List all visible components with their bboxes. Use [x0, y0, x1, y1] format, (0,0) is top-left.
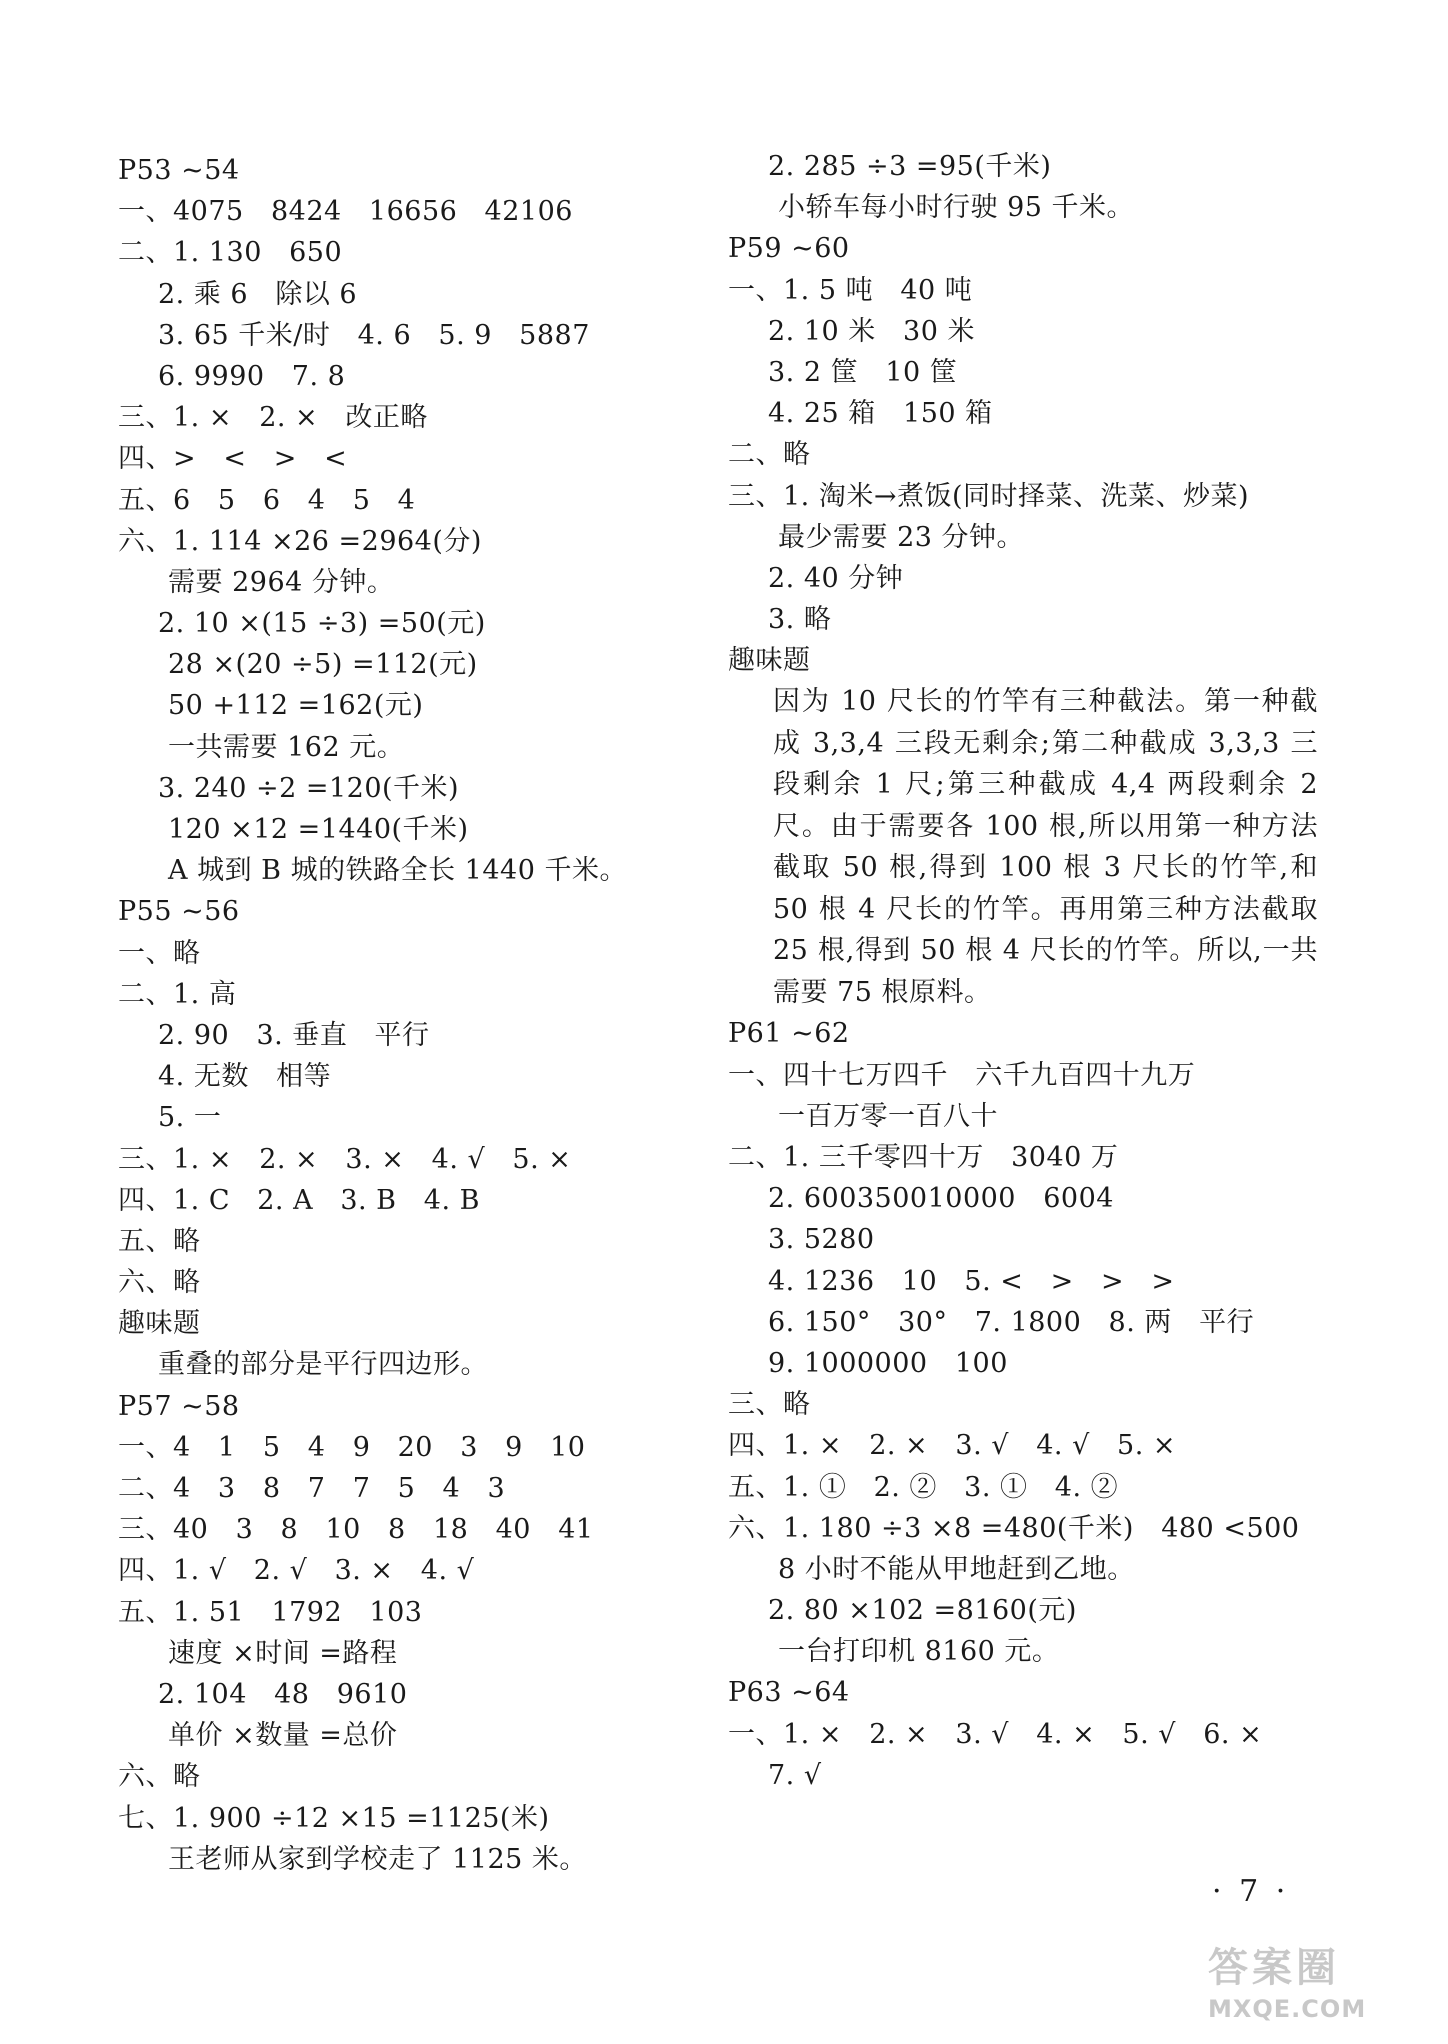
answer-line: 趣味题 — [118, 1308, 201, 1340]
answer-line: 五、1. ① 2. ② 3. ① 4. ② — [728, 1471, 1119, 1503]
answer-line: 9. 1000000 100 — [768, 1347, 1008, 1379]
left-column — [118, 150, 718, 1880]
answer-line: 2. 104 48 9610 — [158, 1678, 408, 1710]
answer-line: A 城到 B 城的铁路全长 1440 千米。 — [168, 855, 627, 887]
answer-line: 2. 600350010000 6004 — [768, 1183, 1114, 1215]
answer-line: 速度 ×时间 =路程 — [168, 1637, 398, 1669]
answer-line: P53 ~54 — [118, 155, 240, 186]
answer-line: 50 +112 =162(元) — [168, 690, 424, 722]
answer-line: 四、1. C 2. A 3. B 4. B — [118, 1184, 480, 1216]
answer-line: P61 ~62 — [728, 1018, 850, 1050]
answer-line: 趣味题 — [728, 645, 811, 677]
answer-line: 小轿车每小时行驶 95 千米。 — [778, 192, 1135, 224]
answer-line: 120 ×12 =1440(千米) — [168, 814, 469, 845]
answer-line: 二、1. 高 — [118, 978, 237, 1010]
answer-line: 6. 150° 30° 7. 1800 8. 两 平行 — [768, 1306, 1255, 1338]
answer-line: 2. 285 ÷3 =95(千米) — [768, 151, 1052, 182]
answer-line: P57 ~58 — [118, 1390, 240, 1422]
answer-line: 2. 10 ×(15 ÷3) =50(元) — [158, 608, 486, 640]
answer-line: 3. 65 千米/时 4. 6 5. 9 5887 — [158, 319, 590, 351]
answer-line: 二、略 — [728, 439, 811, 471]
answer-line: 三、1. 淘米→煮饭(同时择菜、洗菜、炒菜) — [728, 480, 1250, 512]
answer-line: 3. 240 ÷2 =120(千米) — [158, 772, 460, 804]
watermark-logo — [1208, 1942, 1428, 2034]
answer-line: 2. 90 3. 垂直 平行 — [158, 1019, 430, 1051]
answer-line: 5. 一 — [158, 1102, 222, 1134]
answer-line: 六、略 — [118, 1761, 201, 1793]
watermark-logo-text: 答案圈 — [1208, 1945, 1340, 1991]
watermark-domain: MXQE.COM — [1208, 1995, 1367, 2023]
answer-line: 二、1. 三千零四十万 3040 万 — [728, 1142, 1119, 1173]
answer-line: 三、1. × 2. × 3. × 4. √ 5. × — [118, 1143, 572, 1175]
answer-line: 一、4 1 5 4 9 20 3 9 10 — [118, 1431, 586, 1463]
page-number: · 7 · — [1212, 1874, 1290, 1909]
answer-line: 一百万零一百八十 — [778, 1100, 998, 1132]
answer-line: 一、1. × 2. × 3. √ 4. × 5. √ 6. × — [728, 1718, 1263, 1750]
answer-line: 五、6 5 6 4 5 4 — [118, 484, 416, 516]
answer-line: 需要 2964 分钟。 — [168, 566, 395, 598]
answer-line: 五、略 — [118, 1225, 201, 1257]
right-bottom-block — [728, 1013, 1328, 1796]
answer-line: 王老师从家到学校走了 1125 米。 — [168, 1843, 587, 1875]
answer-line: 3. 5280 — [768, 1224, 875, 1256]
answer-line: 四、> < > < — [118, 443, 348, 475]
answer-line: 4. 1236 10 5. < > > > — [768, 1265, 1175, 1297]
answer-line: P59 ~60 — [728, 233, 850, 265]
answer-line: 最少需要 23 分钟。 — [778, 521, 1025, 553]
answer-line: 四、1. √ 2. √ 3. × 4. √ — [118, 1555, 475, 1587]
answer-line: 3. 2 筐 10 筐 — [768, 356, 958, 388]
answer-line: 一、4075 8424 16656 42106 — [118, 196, 573, 228]
answer-line: P63 ~64 — [728, 1677, 850, 1709]
answer-line: 六、略 — [118, 1267, 201, 1299]
answer-line: 6. 9990 7. 8 — [158, 360, 346, 392]
answer-line: 4. 无数 相等 — [158, 1061, 332, 1093]
answer-line: 一、略 — [118, 937, 201, 969]
right-column — [728, 146, 1328, 1796]
answer-line: 4. 25 箱 150 箱 — [768, 398, 993, 430]
answer-line: 一、四十七万四千 六千九百四十九万 — [728, 1059, 1196, 1091]
answer-line: 2. 10 米 30 米 — [768, 315, 975, 347]
answer-line: 一、1. 5 吨 40 吨 — [728, 274, 973, 306]
answer-line: 2. 40 分钟 — [768, 562, 904, 594]
answer-line: 一共需要 162 元。 — [168, 731, 405, 763]
answer-line: 3. 略 — [768, 604, 832, 636]
answer-line: 8 小时不能从甲地赶到乙地。 — [778, 1553, 1135, 1585]
answer-line: P55 ~56 — [118, 896, 240, 928]
answer-line: 2. 乘 6 除以 6 — [158, 278, 358, 310]
answer-line: 六、1. 180 ÷3 ×8 =480(千米) 480 <500 — [728, 1512, 1300, 1544]
fun-problem-paragraph: 因为 10 尺长的竹竿有三种截法。第一种截成 3,3,4 三段无剩余;第二种截成 3,3,3 三段剩余 1 尺;第三种截成 4,4 两段剩余 2 尺。由于需要各 100 根,所以用第一种方法截取 50 根,得到 100 根 3 尺长的竹竿,和 50 根 4 尺长的竹竿。再用第三种方法截取 25 根,得到 50 根 4 尺长的竹竿。所以,一共需要 75 根原料。 — [773, 686, 1318, 1008]
answer-line: 四、1. × 2. × 3. √ 4. √ 5. × — [728, 1430, 1176, 1462]
answer-line: 五、1. 51 1792 103 — [118, 1596, 423, 1628]
answer-line: 二、1. 130 650 — [118, 237, 343, 269]
answer-line: 2. 80 ×102 =8160(元) — [768, 1595, 1077, 1627]
answer-line: 28 ×(20 ÷5) =112(元) — [168, 649, 478, 681]
answer-line: 三、略 — [728, 1389, 811, 1421]
answer-line: 一台打印机 8160 元。 — [778, 1636, 1060, 1668]
answer-line: 三、1. × 2. × 改正略 — [118, 402, 428, 434]
answer-line: 二、4 3 8 7 7 5 4 3 — [118, 1473, 506, 1504]
answer-line: 六、1. 114 ×26 =2964(分) — [118, 525, 482, 557]
answer-line: 三、40 3 8 10 8 18 40 41 — [118, 1514, 594, 1546]
answer-line: 重叠的部分是平行四边形。 — [158, 1349, 488, 1381]
answer-line: 七、1. 900 ÷12 ×15 =1125(米) — [118, 1802, 550, 1834]
right-top-block — [728, 146, 1328, 681]
answer-line: 7. √ — [768, 1759, 822, 1791]
answer-line: 单价 ×数量 =总价 — [168, 1720, 398, 1752]
